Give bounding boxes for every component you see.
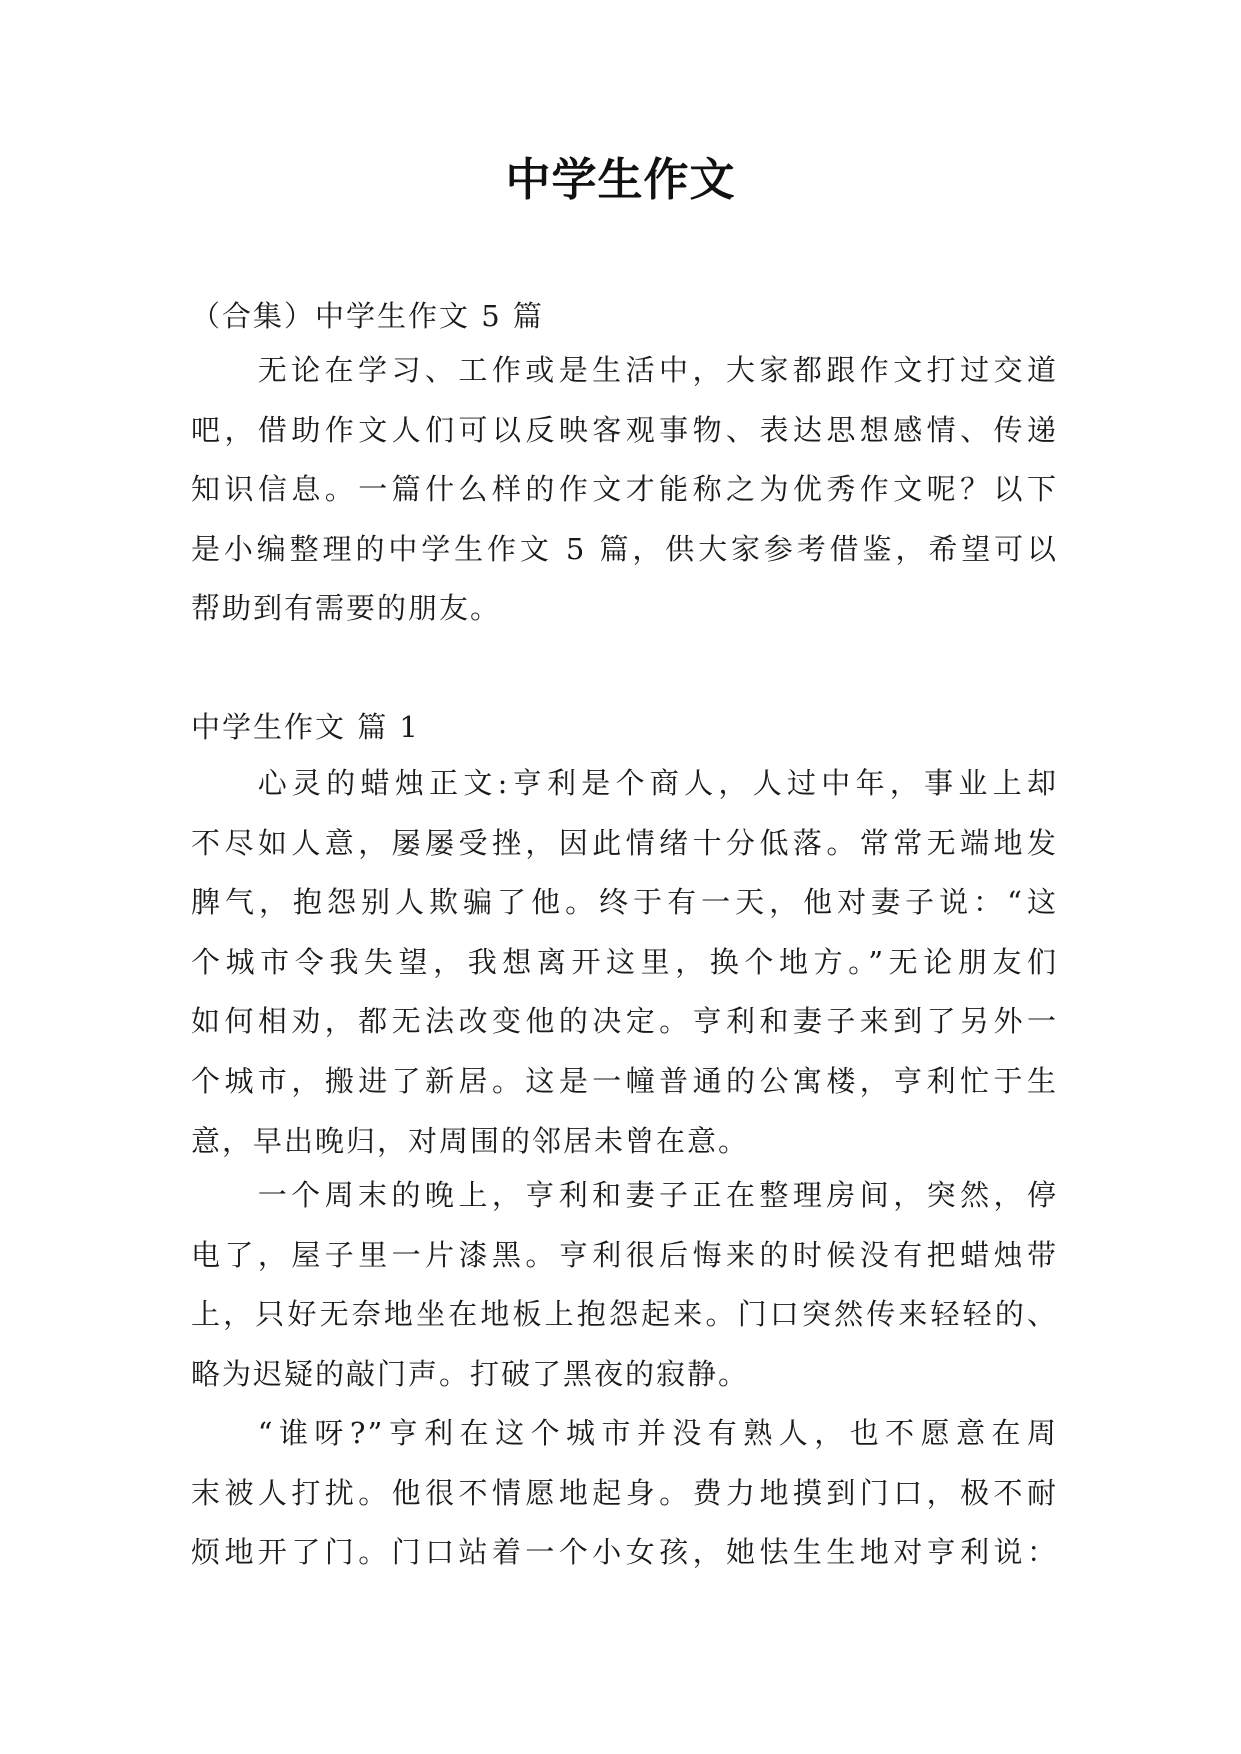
paragraph-line: 一个周末的晚上，亨利和妻子正在整理房间，突然，停 xyxy=(257,1178,1058,1212)
paragraph-line: 无论在学习、工作或是生活中，大家都跟作文打过交道 xyxy=(257,353,1058,387)
paragraph-line: 是小编整理的中学生作文 5 篇，供大家参考借鉴，希望可以 xyxy=(191,531,1058,566)
paragraph-line: 帮助到有需要的朋友。 xyxy=(191,591,502,626)
essay-paragraph xyxy=(191,754,1058,1171)
paragraph-line: 意，早出晚归，对周围的邻居未曾在意。 xyxy=(191,1123,750,1158)
essay-paragraph xyxy=(191,1166,1058,1404)
paragraph-line: 不尽如人意，屡屡受挫，因此情绪十分低落。常常无端地发 xyxy=(191,825,1058,860)
paragraph-line: 个城市令我失望，我想离开这里，换个地方。”无论朋友们 xyxy=(191,944,1058,979)
paragraph-line: 略为迟疑的敲门声。打破了黑夜的寂静。 xyxy=(191,1356,750,1391)
document-title: 中学生作文 xyxy=(505,153,736,206)
paragraph-line: 电了，屋子里一片漆黑。亨利很后悔来的时候没有把蜡烛带 xyxy=(191,1237,1058,1272)
section-heading: 中学生作文 篇 1 xyxy=(191,710,420,744)
essay-paragraph xyxy=(191,1404,1058,1583)
paragraph-line: 烦地开了门。门口站着一个小女孩，她怯生生地对亨利说： xyxy=(191,1535,1058,1570)
paragraph-line: 吧，借助作文人们可以反映客观事物、表达思想感情、传递 xyxy=(191,412,1058,447)
paragraph-line: 末被人打扰。他很不情愿地起身。费力地摸到门口，极不耐 xyxy=(191,1475,1058,1510)
paragraph-line: 个城市，搬进了新居。这是一幢普通的公寓楼，亨利忙于生 xyxy=(191,1063,1058,1098)
paragraph-line: 上，只好无奈地坐在地板上抱怨起来。门口突然传来轻轻的、 xyxy=(191,1297,1058,1332)
intro-paragraph xyxy=(191,341,1058,639)
paragraph-line: 如何相劝，都无法改变他的决定。亨利和妻子来到了另外一 xyxy=(191,1004,1058,1039)
paragraph-line: 知识信息。一篇什么样的作文才能称之为优秀作文呢？以下 xyxy=(191,472,1058,507)
collection-subtitle: （合集）中学生作文 5 篇 xyxy=(191,299,544,333)
paragraph-line: 脾气，抱怨别人欺骗了他。终于有一天，他对妻子说：“这 xyxy=(191,885,1058,920)
paragraph-line: “谁呀?”亨利在这个城市并没有熟人，也不愿意在周 xyxy=(257,1416,1058,1450)
paragraph-line: 心灵的蜡烛正文:亨利是个商人，人过中年，事业上却 xyxy=(257,766,1058,800)
